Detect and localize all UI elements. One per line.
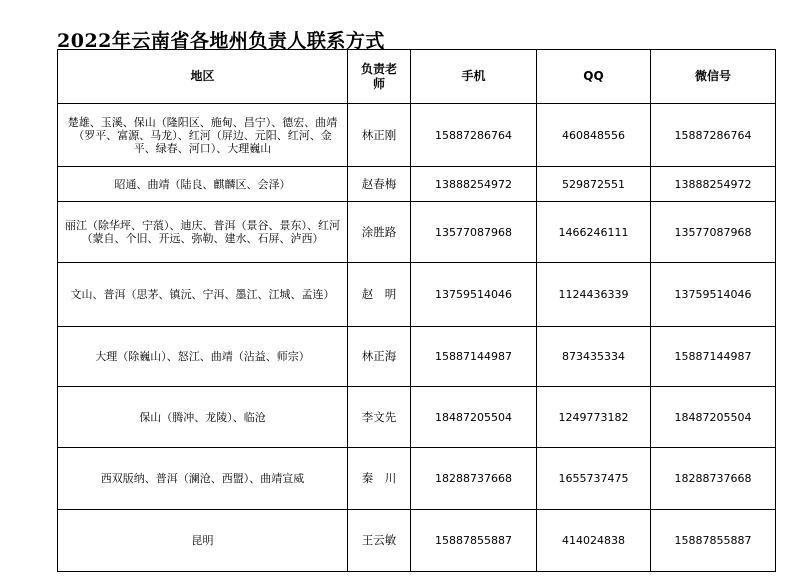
page-title: 2022年云南省各地州负责人联系方式: [57, 30, 385, 52]
qq-cell: 1466246111: [537, 202, 651, 263]
region-cell: 昭通、曲靖（陆良、麒麟区、会泽）: [58, 167, 348, 202]
person-cell: 赵 明: [348, 263, 411, 327]
table-row: [58, 448, 776, 510]
wechat-cell: 18487205504: [651, 387, 776, 448]
phone-cell: 15887855887: [411, 510, 537, 572]
header-qq: QQ: [537, 50, 651, 104]
qq-cell: 460848556: [537, 104, 651, 167]
wechat-cell: 13888254972: [651, 167, 776, 202]
wechat-cell: 13759514046: [651, 263, 776, 327]
person-cell: 林正海: [348, 327, 411, 387]
header-wechat: 微信号: [651, 50, 776, 104]
region-cell: 西双版纳、普洱（澜沧、西盟）、曲靖宣威: [58, 448, 348, 510]
table-row: [58, 510, 776, 572]
qq-cell: 873435334: [537, 327, 651, 387]
table-row: [58, 202, 776, 263]
phone-cell: 13577087968: [411, 202, 537, 263]
table-row: [58, 327, 776, 387]
wechat-cell: 18288737668: [651, 448, 776, 510]
wechat-cell: 13577087968: [651, 202, 776, 263]
person-cell: 赵春梅: [348, 167, 411, 202]
phone-cell: 18487205504: [411, 387, 537, 448]
header-region: 地区: [58, 50, 348, 104]
wechat-cell: 15887144987: [651, 327, 776, 387]
header-person: 负责老师: [348, 50, 411, 104]
region-cell: 保山（腾冲、龙陵）、临沧: [58, 387, 348, 448]
phone-cell: 15887286764: [411, 104, 537, 167]
person-cell: 林正刚: [348, 104, 411, 167]
table-row: [58, 263, 776, 327]
qq-cell: 1249773182: [537, 387, 651, 448]
phone-cell: 13888254972: [411, 167, 537, 202]
region-cell: 楚雄、玉溪、保山（隆阳区、施甸、昌宁）、德宏、曲靖（罗平、富源、马龙）、红河（屏边、元阳、红河、金平、绿春、河口）、大理巍山: [58, 104, 348, 167]
region-cell: 昆明: [58, 510, 348, 572]
qq-cell: 1124436339: [537, 263, 651, 327]
header-phone: 手机: [411, 50, 537, 104]
table-row: [58, 104, 776, 167]
region-cell: 文山、普洱（思茅、镇沅、宁洱、墨江、江城、孟连）: [58, 263, 348, 327]
person-cell: 王云敏: [348, 510, 411, 572]
qq-cell: 529872551: [537, 167, 651, 202]
wechat-cell: 15887855887: [651, 510, 776, 572]
person-cell: 秦 川: [348, 448, 411, 510]
qq-cell: 414024838: [537, 510, 651, 572]
wechat-cell: 15887286764: [651, 104, 776, 167]
qq-cell: 1655737475: [537, 448, 651, 510]
person-cell: 李文先: [348, 387, 411, 448]
contact-table: [57, 49, 776, 572]
person-cell: 涂胜路: [348, 202, 411, 263]
region-cell: 丽江（除华坪、宁蒗）、迪庆、普洱（景谷、景东）、红河（蒙自、个旧、开远、弥勒、建水、石屏、泸西）: [58, 202, 348, 263]
phone-cell: 18288737668: [411, 448, 537, 510]
phone-cell: 15887144987: [411, 327, 537, 387]
table-row: [58, 387, 776, 448]
phone-cell: 13759514046: [411, 263, 537, 327]
table-row: [58, 167, 776, 202]
region-cell: 大理（除巍山）、怒江、曲靖（沾益、师宗）: [58, 327, 348, 387]
table-header-row: [58, 50, 776, 104]
